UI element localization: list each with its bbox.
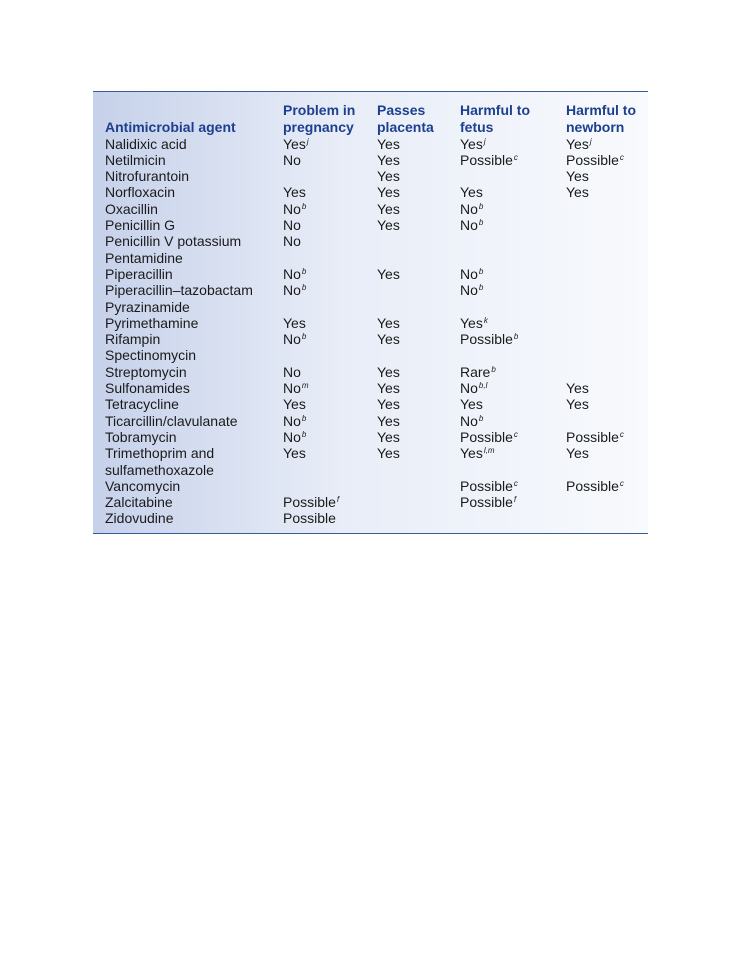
- footnote-marker: b: [478, 413, 484, 423]
- cell-agent-text: Nalidixic acid: [105, 135, 187, 152]
- cell-fetus-text: Yes: [460, 314, 483, 331]
- cell-pregnancy-text: Yes: [283, 135, 306, 152]
- footnote-marker: c: [619, 429, 624, 439]
- cell-agent-text: Piperacillin–tazobactam: [105, 282, 253, 299]
- footnote-marker: j: [306, 136, 309, 146]
- table-row: [93, 429, 648, 445]
- cell-agent: [105, 201, 158, 217]
- cell-placenta: [377, 429, 400, 445]
- cell-placenta: [377, 168, 400, 184]
- cell-agent-text: Pyrimethamine: [105, 314, 199, 331]
- cell-newborn-text: Yes: [566, 445, 589, 462]
- cell-pregnancy-text: No: [283, 265, 301, 282]
- table-row: [93, 152, 648, 168]
- cell-agent-text: Tobramycin: [105, 428, 177, 445]
- footnote-marker: b: [301, 332, 307, 342]
- cell-placenta: [377, 152, 400, 168]
- cell-agent: [105, 462, 214, 478]
- cell-fetus-text: Yes: [460, 445, 483, 462]
- cell-agent-text: Penicillin G: [105, 217, 176, 233]
- cell-placenta-text: Yes: [377, 168, 400, 185]
- cell-pregnancy-text: No: [283, 380, 301, 396]
- footnote-marker: b,l: [478, 381, 488, 390]
- table-row: [93, 445, 648, 461]
- cell-newborn-text: Possible: [566, 151, 619, 168]
- cell-agent-text: Spectinomycin: [105, 347, 197, 364]
- table-row: [93, 282, 648, 298]
- cell-placenta: [377, 364, 400, 380]
- table-row: [93, 380, 648, 396]
- cell-pregnancy-text: Yes: [283, 314, 306, 331]
- cell-agent-text: Pentamidine: [105, 249, 183, 266]
- table-row: [93, 266, 648, 282]
- cell-placenta: [377, 184, 400, 200]
- cell-placenta: [377, 201, 400, 217]
- cell-fetus-text: Possible: [460, 428, 513, 445]
- header-newborn: [566, 102, 636, 135]
- cell-agent: [105, 429, 177, 445]
- table-row: [93, 510, 648, 526]
- cell-pregnancy: [283, 510, 336, 526]
- footnote-marker: j: [483, 136, 486, 146]
- cell-pregnancy-text: No: [283, 363, 301, 380]
- header-pregnancy-line1: Problem in: [283, 102, 356, 118]
- cell-fetus-text: Possible: [460, 494, 513, 511]
- table-row: [93, 462, 648, 478]
- cell-newborn-text: Yes: [566, 396, 589, 413]
- header-placenta-line2: placenta: [377, 118, 434, 135]
- cell-agent: [105, 445, 214, 461]
- cell-placenta-text: Yes: [377, 217, 400, 233]
- table-row: [93, 413, 648, 429]
- cell-placenta-text: Yes: [377, 363, 400, 380]
- cell-fetus: [460, 184, 483, 200]
- cell-placenta-text: Yes: [377, 314, 400, 331]
- cell-agent-text: Pyrazinamide: [105, 298, 190, 315]
- cell-pregnancy-text: No: [283, 412, 301, 429]
- cell-placenta: [377, 331, 400, 347]
- footnote-marker: j: [589, 136, 592, 146]
- footnote-marker: b: [301, 283, 307, 293]
- cell-pregnancy-text: No: [283, 282, 301, 299]
- table-row: [93, 396, 648, 412]
- cell-fetus-text: No: [460, 412, 478, 429]
- footnote-marker: m: [301, 381, 309, 390]
- cell-agent-text: Penicillin V potassium: [105, 233, 242, 250]
- cell-fetus-text: Yes: [460, 135, 483, 152]
- table-row: [93, 299, 648, 315]
- cell-placenta: [377, 136, 400, 152]
- header-newborn-line2: newborn: [566, 118, 625, 135]
- cell-pregnancy-text: No: [283, 217, 301, 233]
- cell-newborn: [566, 380, 589, 396]
- header-fetus-line1: Harmful to: [460, 102, 530, 118]
- header-pregnancy: [283, 102, 355, 135]
- cell-placenta-text: Yes: [377, 200, 400, 217]
- table-row: [93, 364, 648, 380]
- table-row: [93, 168, 648, 184]
- table-row: [93, 315, 648, 331]
- cell-agent: [105, 233, 241, 249]
- cell-pregnancy: [283, 364, 301, 380]
- cell-pregnancy: [283, 315, 306, 331]
- cell-newborn-text: Yes: [566, 184, 589, 201]
- cell-placenta-text: Yes: [377, 380, 400, 396]
- cell-agent-text: Norfloxacin: [105, 184, 176, 201]
- footnote-marker: b: [478, 266, 484, 276]
- cell-pregnancy: [283, 217, 301, 233]
- table-row: [93, 184, 648, 200]
- cell-agent: [105, 364, 187, 380]
- cell-placenta-text: Yes: [377, 412, 400, 429]
- header-fetus-line2: fetus: [460, 118, 494, 135]
- cell-agent: [105, 510, 174, 526]
- cell-fetus-text: Rare: [460, 363, 491, 380]
- footnote-marker: b: [478, 283, 484, 293]
- cell-placenta: [377, 266, 400, 282]
- table-row: [93, 136, 648, 152]
- cell-agent-text: Netilmicin: [105, 151, 166, 168]
- header-newborn-line1: Harmful to: [566, 102, 636, 118]
- cell-agent: [105, 478, 180, 494]
- footnote-marker: b: [478, 218, 484, 227]
- table-row: [93, 347, 648, 363]
- cell-placenta: [377, 413, 400, 429]
- cell-newborn: [566, 184, 589, 200]
- cell-fetus-text: Possible: [460, 151, 513, 168]
- cell-agent-text: Piperacillin: [105, 265, 173, 282]
- cell-placenta-text: Yes: [377, 331, 400, 348]
- cell-pregnancy: [283, 396, 306, 412]
- cell-fetus-text: Possible: [460, 331, 513, 348]
- cell-placenta-text: Yes: [377, 445, 400, 462]
- table-row: [93, 217, 648, 233]
- cell-agent-text: Vancomycin: [105, 477, 181, 494]
- cell-pregnancy: [283, 152, 301, 168]
- cell-fetus-text: Yes: [460, 396, 483, 413]
- cell-agent: [105, 136, 187, 152]
- cell-pregnancy-text: No: [283, 151, 301, 168]
- table-row: [93, 478, 648, 494]
- cell-agent: [105, 494, 173, 510]
- cell-placenta: [377, 315, 400, 331]
- cell-placenta-text: Yes: [377, 184, 400, 201]
- cell-agent-text: Streptomycin: [105, 363, 187, 380]
- cell-placenta-text: Yes: [377, 428, 400, 445]
- cell-pregnancy-text: No: [283, 200, 301, 217]
- footnote-marker: b: [301, 266, 307, 276]
- header-placenta: [377, 102, 434, 135]
- cell-agent-text: Zidovudine: [105, 510, 174, 527]
- footnote-marker: l,m: [483, 446, 495, 456]
- cell-placenta: [377, 217, 400, 233]
- cell-pregnancy: [283, 184, 306, 200]
- cell-agent: [105, 168, 189, 184]
- cell-pregnancy-text: No: [283, 233, 301, 250]
- footnote-marker: b: [478, 201, 484, 211]
- cell-pregnancy: [283, 445, 306, 461]
- footnote-marker: b: [301, 429, 307, 439]
- cell-agent: [105, 315, 198, 331]
- cell-agent-text: Sulfonamides: [105, 380, 190, 396]
- table-row: [93, 233, 648, 249]
- table-row: [93, 201, 648, 217]
- table-row: [93, 250, 648, 266]
- footnote-marker: f: [336, 495, 340, 505]
- footnote-marker: c: [619, 478, 624, 488]
- footnote-marker: c: [513, 478, 518, 488]
- cell-newborn-text: Possible: [566, 428, 619, 445]
- cell-agent: [105, 152, 166, 168]
- cell-placenta-text: Yes: [377, 151, 400, 168]
- cell-placenta: [377, 445, 400, 461]
- cell-agent: [105, 396, 179, 412]
- cell-agent-text: sulfamethoxazole: [105, 461, 214, 478]
- footnote-marker: b: [491, 364, 496, 374]
- cell-fetus-text: No: [460, 200, 478, 217]
- header-pregnancy-line2: pregnancy: [283, 118, 354, 135]
- drug-safety-table: [93, 91, 648, 534]
- cell-fetus-text: No: [460, 380, 478, 396]
- cell-fetus-text: No: [460, 217, 478, 233]
- cell-pregnancy: [283, 233, 301, 249]
- cell-newborn: [566, 168, 589, 184]
- footnote-marker: k: [483, 315, 488, 325]
- cell-placenta: [377, 396, 400, 412]
- cell-agent-text: Trimethoprim and: [105, 445, 215, 462]
- table-row: [93, 331, 648, 347]
- cell-newborn-text: Possible: [566, 477, 619, 494]
- footnote-marker: c: [513, 429, 518, 439]
- cell-pregnancy-text: Yes: [283, 184, 306, 201]
- cell-newborn: [566, 396, 589, 412]
- cell-agent: [105, 299, 190, 315]
- header-fetus: [460, 102, 530, 135]
- cell-agent-text: Nitrofurantoin: [105, 168, 190, 185]
- cell-pregnancy-text: Possible: [283, 494, 336, 511]
- footnote-marker: b: [301, 413, 307, 423]
- cell-newborn-text: Yes: [566, 380, 589, 396]
- cell-agent: [105, 250, 183, 266]
- cell-pregnancy-text: Yes: [283, 396, 306, 413]
- footnote-marker: c: [513, 152, 518, 162]
- cell-fetus-text: No: [460, 265, 478, 282]
- cell-newborn-text: Yes: [566, 135, 589, 152]
- header-placenta-line1: Passes: [377, 102, 426, 118]
- footnote-marker: b: [301, 201, 307, 211]
- footnote-marker: c: [619, 152, 624, 162]
- cell-fetus-text: Possible: [460, 477, 513, 494]
- cell-agent: [105, 331, 160, 347]
- cell-agent-text: Tetracycline: [105, 396, 179, 413]
- cell-agent: [105, 380, 190, 396]
- cell-agent-text: Rifampin: [105, 331, 161, 348]
- cell-fetus-text: Yes: [460, 184, 483, 201]
- cell-agent-text: Oxacillin: [105, 200, 158, 217]
- cell-pregnancy-text: No: [283, 428, 301, 445]
- cell-newborn: [566, 445, 589, 461]
- cell-pregnancy-text: No: [283, 331, 301, 348]
- cell-pregnancy-text: Yes: [283, 445, 306, 462]
- cell-agent: [105, 413, 238, 429]
- footnote-marker: f: [513, 495, 517, 505]
- cell-pregnancy-text: Possible: [283, 510, 336, 527]
- cell-placenta-text: Yes: [377, 265, 400, 282]
- cell-agent: [105, 347, 196, 363]
- footnote-marker: b: [513, 332, 519, 342]
- cell-agent-text: Ticarcillin/clavulanate: [105, 412, 238, 429]
- cell-agent: [105, 266, 173, 282]
- cell-agent: [105, 282, 253, 298]
- table-row: [93, 494, 648, 510]
- cell-agent-text: Zalcitabine: [105, 494, 173, 511]
- cell-fetus: [460, 396, 483, 412]
- cell-newborn-text: Yes: [566, 168, 589, 185]
- cell-agent: [105, 184, 175, 200]
- cell-placenta-text: Yes: [377, 135, 400, 152]
- cell-placenta: [377, 380, 400, 396]
- header-agent: Antimicrobial agent: [105, 118, 236, 135]
- cell-placenta-text: Yes: [377, 396, 400, 413]
- cell-fetus-text: No: [460, 282, 478, 299]
- cell-agent: [105, 217, 175, 233]
